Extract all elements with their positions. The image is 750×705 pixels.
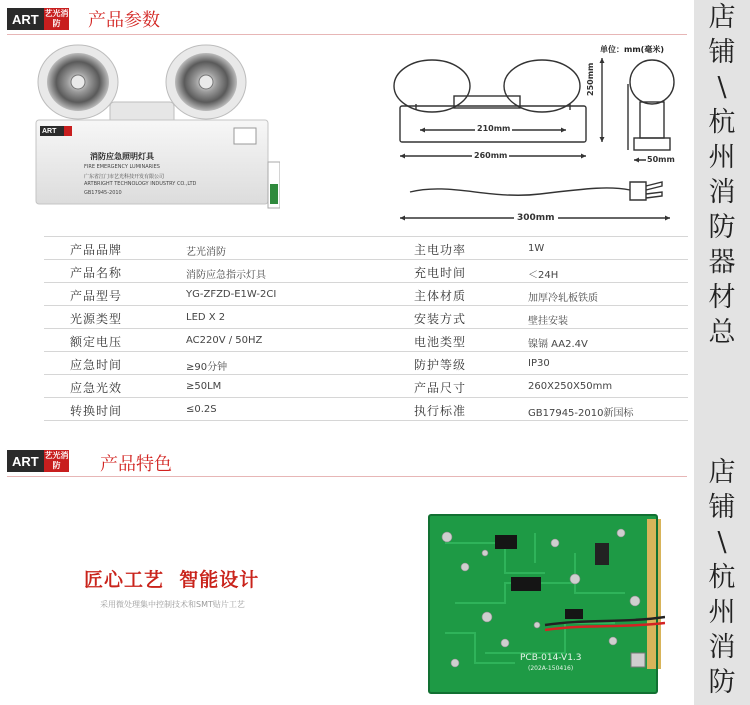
table-line <box>44 282 688 283</box>
logo-art-text: ART <box>12 453 39 469</box>
product-label-en: FIRE EMERGENCY LUMINARIES <box>84 164 160 170</box>
spec-label: 应急光效 <box>70 381 123 395</box>
pcb-photo <box>425 513 665 701</box>
table-line <box>44 420 688 421</box>
dim-width-label: 260mm <box>474 151 508 160</box>
spec-value: ≥50LM <box>186 381 222 392</box>
table-line <box>44 351 688 352</box>
product-photo <box>30 44 280 216</box>
side-char: 器 <box>708 247 736 278</box>
spec-label: 安装方式 <box>414 312 467 326</box>
side-char: 材 <box>708 282 736 313</box>
lamp-head-right <box>166 45 246 119</box>
dim-height-label: 250mm <box>586 62 595 96</box>
brand-logo <box>7 8 69 30</box>
product-label-title: 消防应急照明灯具 <box>90 152 154 161</box>
side-char: 州 <box>708 142 736 173</box>
spec-value: 1W <box>528 243 545 254</box>
spec-value: ≥90分钟 <box>186 362 228 373</box>
spec-label: 产品型号 <box>70 289 123 303</box>
spec-value: ≤0.2S <box>186 404 217 415</box>
spec-label: 产品尺寸 <box>414 381 467 395</box>
product-label-brand: ART <box>42 128 57 135</box>
section-title-features: 产品特色 <box>100 454 172 475</box>
spec-label: 光源类型 <box>70 312 123 326</box>
side-char: 总 <box>708 317 736 348</box>
product-label-company-en: ARTBRIGHT TECHNOLOGY INDUSTRY CO.,LTD <box>84 181 197 187</box>
side-char: 防 <box>708 212 736 243</box>
side-char: 杭 <box>708 107 736 138</box>
table-line <box>44 397 688 398</box>
side-char: \ <box>717 527 727 558</box>
side-char: 防 <box>708 667 736 698</box>
spec-label: 主电功率 <box>414 243 467 257</box>
logo-cn-text: 艺光消防 <box>44 9 69 28</box>
brand-logo <box>7 450 69 472</box>
spec-value: 加厚冷轧板铁质 <box>528 293 598 304</box>
side-char: 消 <box>708 632 736 663</box>
logo-cn-text: 艺光消防 <box>44 451 69 470</box>
spec-label: 主体材质 <box>414 289 467 303</box>
product-label-company: 广东省江门市艺光科技开发有限公司 <box>84 174 165 180</box>
spec-value: GB17945-2010新国标 <box>528 408 634 419</box>
spec-value: AC220V / 50HZ <box>186 335 263 346</box>
table-line <box>44 328 688 329</box>
spec-label: 执行标准 <box>414 404 467 418</box>
spec-label: 防护等级 <box>414 358 467 372</box>
spec-value: IP30 <box>528 358 550 369</box>
pcb-label: PCB-014-V1.3 <box>520 653 582 663</box>
side-char: 店 <box>708 2 736 33</box>
spec-value: 艺光消防 <box>186 247 226 258</box>
section-divider <box>7 476 687 477</box>
spec-value: LED X 2 <box>186 312 226 323</box>
spec-value: 260X250X50mm <box>528 381 613 392</box>
side-char: 消 <box>708 177 736 208</box>
side-char: 铺 <box>708 492 736 523</box>
product-label-standard: GB17945-2010 <box>84 190 122 196</box>
drawing-unit: 单位：mm(毫米) <box>600 45 664 54</box>
spec-label: 电池类型 <box>414 335 467 349</box>
lamp-head-left <box>38 45 118 119</box>
side-char: \ <box>717 72 727 103</box>
table-line <box>44 305 688 306</box>
table-line <box>44 259 688 260</box>
side-band-top-text <box>694 0 750 350</box>
feature-subtitle: 采用微处理集中控制技术和SMT贴片工艺 <box>100 600 245 609</box>
spec-label: 充电时间 <box>414 266 467 280</box>
side-char: 杭 <box>708 562 736 593</box>
dimension-drawing <box>390 44 690 234</box>
section-title-params: 产品参数 <box>88 10 160 31</box>
spec-value: YG-ZFZD-E1W-2CI <box>186 289 277 300</box>
side-band-bottom-text <box>694 455 750 700</box>
dim-cord-label: 300mm <box>514 213 558 223</box>
spec-label: 转换时间 <box>70 404 123 418</box>
spec-value: ＜24H <box>528 270 559 281</box>
dim-depth-label: 50mm <box>647 155 675 164</box>
feature-slogan: 匠心工艺 智能设计 <box>84 569 260 591</box>
spec-label: 额定电压 <box>70 335 123 349</box>
spec-label: 产品名称 <box>70 266 123 280</box>
logo-art-text: ART <box>12 11 39 27</box>
dim-inner-label: 210mm <box>477 124 511 133</box>
table-line <box>44 374 688 375</box>
spec-value: 消防应急指示灯具 <box>186 270 266 281</box>
section-divider <box>7 34 687 35</box>
side-char: 店 <box>708 457 736 488</box>
spec-label: 应急时间 <box>70 358 123 372</box>
side-char: 铺 <box>708 37 736 68</box>
spec-label: 产品品牌 <box>70 243 123 257</box>
table-line <box>44 236 688 237</box>
side-char: 州 <box>708 597 736 628</box>
pcb-date: (202A-150416) <box>528 665 574 672</box>
spec-value: 壁挂安装 <box>528 316 568 327</box>
spec-value: 镍镉 AA2.4V <box>528 339 588 350</box>
